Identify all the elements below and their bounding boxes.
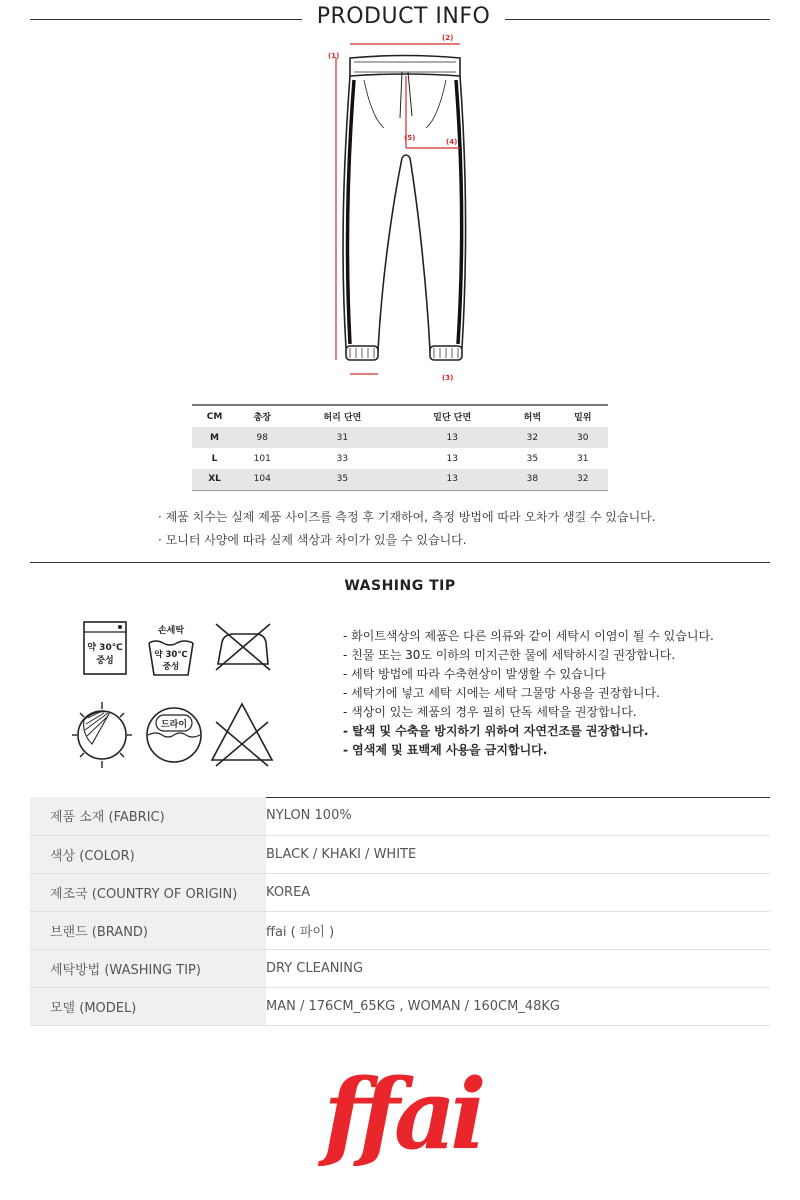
size-cell: 32	[577, 474, 589, 485]
size-cell: 32	[526, 432, 539, 443]
note-measurement: · 제품 치수는 실제 제품 사이즈를 측정 후 기재하여, 측정 방법에 따라 오차가 생길 수 있습니다.	[158, 510, 656, 524]
info-row-washing	[30, 949, 770, 987]
hand-wash-label: 손세탁	[157, 626, 185, 636]
product-info-table	[30, 797, 770, 1026]
washing-tip-item: - 화이트색상의 제품은 다른 의류와 같이 세탁시 이염이 될 수 있습니다.	[343, 629, 714, 643]
info-row-color	[30, 835, 770, 873]
info-value: ffai ( 파이 )	[266, 924, 335, 940]
size-cell: 98	[256, 432, 268, 443]
note-monitor: · 모니터 사양에 따라 실제 색상과 차이가 있을 수 있습니다.	[158, 533, 467, 547]
info-key: 브랜드 (BRAND)	[30, 911, 266, 949]
section-divider	[30, 562, 770, 563]
measure-label-3: (3)	[442, 374, 454, 382]
measure-label-4: (4)	[446, 138, 458, 146]
washing-tip-item: - 염색제 및 표백제 사용을 금지합니다.	[343, 743, 548, 757]
no-iron-icon	[212, 620, 272, 672]
info-row-brand	[30, 911, 770, 949]
size-cell: XL	[208, 474, 221, 485]
ffai-logo	[290, 1066, 515, 1166]
machine-wash-temp: 약 30℃	[87, 643, 123, 653]
washing-tip-item: - 친물 또는 30도 이하의 미지근한 물에 세탁하시길 권장합니다.	[343, 648, 676, 662]
size-table-header-row	[192, 405, 608, 427]
info-value: BLACK / KHAKI / WHITE	[266, 846, 417, 862]
washing-tip-item: - 세탁기에 넣고 세탁 시에는 세탁 그물망 사용을 권장합니다.	[343, 686, 660, 700]
info-key: 모델 (MODEL)	[30, 987, 266, 1025]
size-cell: L	[211, 453, 218, 464]
size-header-rise: 밑위	[574, 413, 592, 423]
info-value: KOREA	[266, 884, 311, 900]
header-rule-right	[505, 19, 770, 20]
info-row-model	[30, 987, 770, 1025]
size-notes	[158, 509, 678, 555]
size-header-cm: CM	[206, 411, 223, 422]
no-tumble-dry-icon	[70, 700, 134, 770]
header-rule-left	[30, 19, 302, 20]
info-row-origin	[30, 873, 770, 911]
measure-label-2: (2)	[442, 34, 454, 42]
size-cell: 101	[253, 453, 271, 464]
info-value: MAN / 176CM_65KG , WOMAN / 160CM_48KG	[266, 998, 560, 1014]
dry-clean-label: 드라이	[160, 720, 188, 730]
size-header-total-length: 총장	[253, 413, 271, 423]
info-value: DRY CLEANING	[266, 960, 364, 976]
washing-tip-item: - 세탁 방법에 따라 수축현상이 발생할 수 있습니다	[343, 667, 606, 681]
dry-clean-icon	[144, 705, 204, 765]
size-row-l	[192, 448, 608, 469]
size-cell: 31	[577, 453, 589, 464]
info-key: 제조국 (COUNTRY OF ORIGIN)	[30, 873, 266, 911]
info-row-fabric	[30, 797, 770, 835]
size-cell: 13	[446, 474, 458, 485]
measure-label-1: (1)	[328, 52, 340, 60]
size-cell: 33	[336, 453, 349, 464]
size-cell: 104	[253, 474, 271, 485]
size-cell: 35	[336, 474, 349, 485]
brand-logo-wordmark: ffai	[323, 1066, 481, 1166]
size-cell: 38	[526, 474, 539, 485]
info-key: 제품 소재 (FABRIC)	[30, 797, 266, 835]
no-bleach-icon	[208, 700, 276, 768]
size-row-xl	[192, 469, 608, 490]
info-key: 색상 (COLOR)	[30, 835, 266, 873]
hand-wash-temp: 약 30℃	[154, 650, 188, 660]
machine-wash-mode: 중성	[96, 656, 114, 666]
machine-wash-icon	[82, 620, 128, 676]
info-value: NYLON 100%	[266, 808, 352, 824]
washing-tip-title: WASHING TIP	[344, 578, 456, 594]
size-cell: 13	[446, 432, 458, 443]
size-cell: 31	[336, 432, 349, 443]
size-cell: 30	[577, 432, 589, 443]
size-header-thigh: 허벅	[523, 413, 542, 423]
size-cell: 35	[526, 453, 539, 464]
size-header-hem: 밑단 단면	[433, 413, 472, 423]
info-key: 세탁방법 (WASHING TIP)	[30, 949, 266, 987]
size-cell: 13	[446, 453, 458, 464]
washing-tip-item: - 탈색 및 수축을 방지하기 위하여 자연건조를 권장합니다.	[343, 724, 649, 738]
size-row-m	[192, 427, 608, 448]
size-cell: M	[210, 432, 220, 443]
hand-wash-icon	[146, 617, 196, 679]
measure-label-5: (5)	[404, 134, 416, 142]
page-title: PRODUCT INFO	[316, 4, 491, 29]
hand-wash-mode: 중성	[162, 662, 180, 672]
washing-tip-item: - 색상이 있는 제품의 경우 필히 단독 세탁을 권장합니다.	[343, 705, 637, 719]
size-table	[192, 404, 608, 491]
washing-tips-list	[343, 628, 763, 761]
size-header-waist: 허리 단면	[323, 413, 362, 423]
pants-measurement-diagram	[320, 28, 490, 388]
